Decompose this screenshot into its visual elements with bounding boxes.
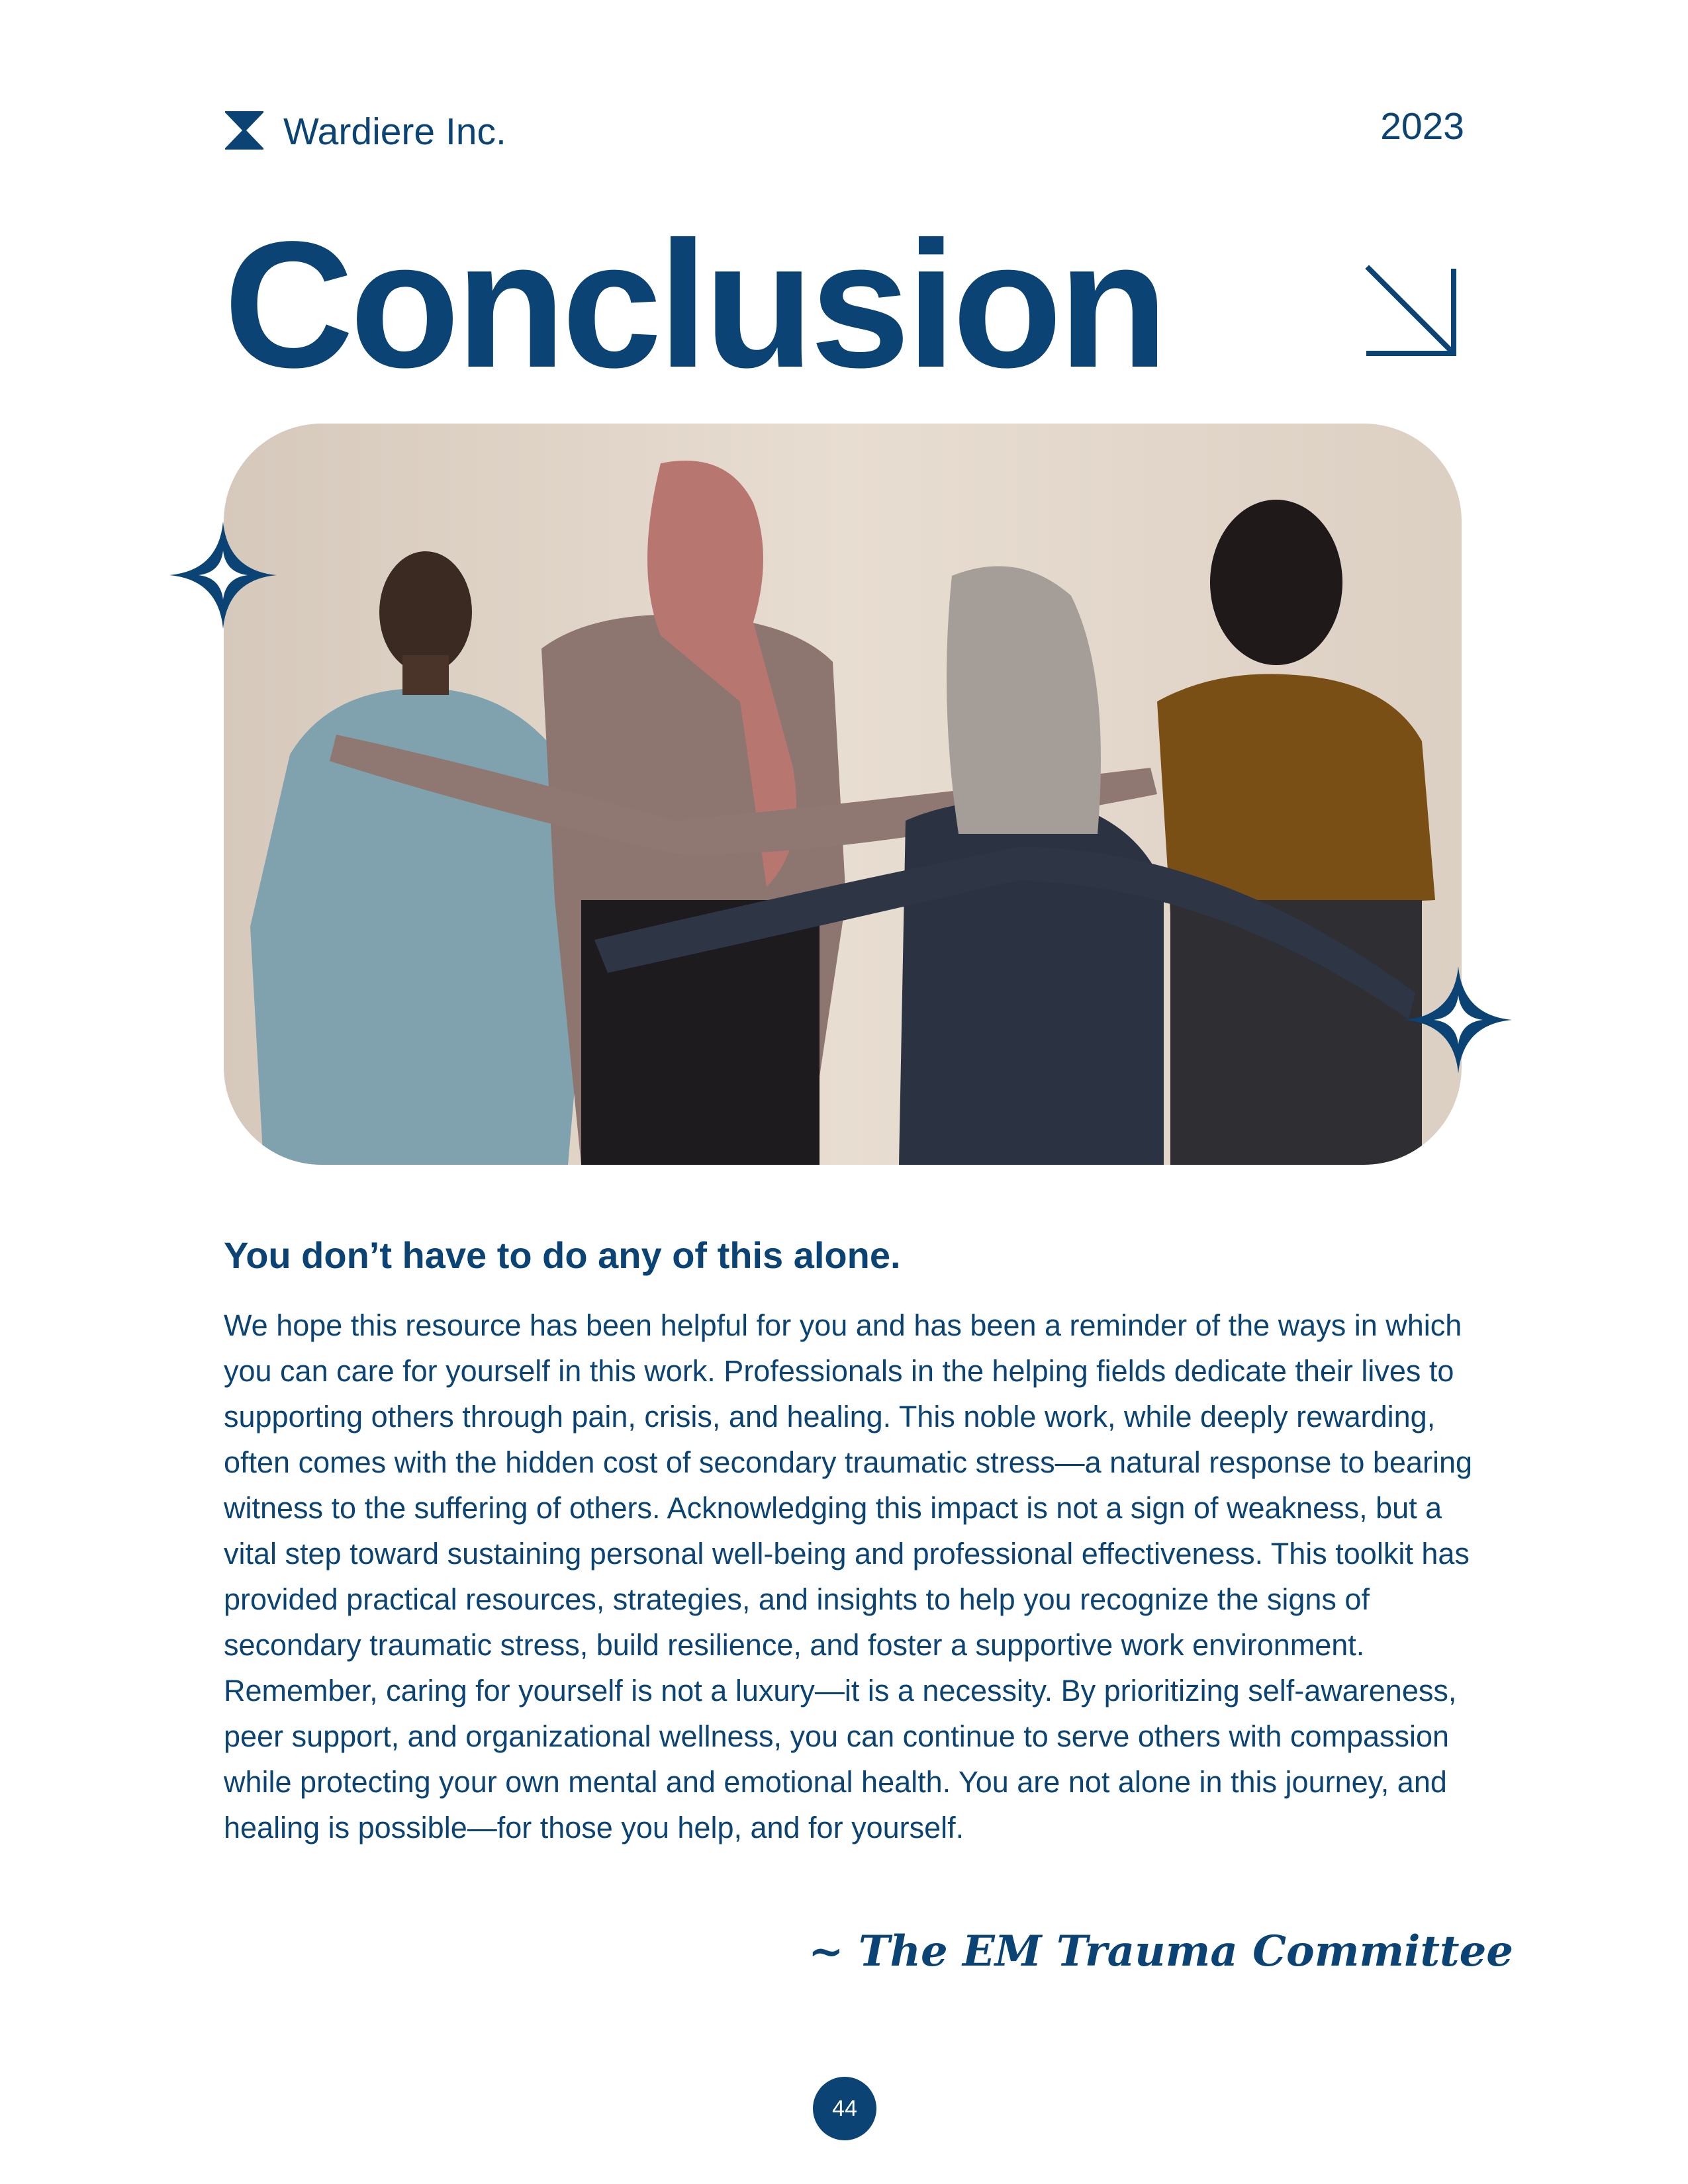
report-year: 2023 [1380, 105, 1464, 148]
section-subheading: You don’t have to do any of this alone. [224, 1234, 901, 1276]
company-name: Wardiere Inc. [283, 111, 506, 153]
page-title: Conclusion [224, 204, 1164, 405]
sparkle-icon [1402, 964, 1515, 1076]
signature: ~ The EM Trauma Committee [808, 1927, 1513, 1976]
sparkle-icon [167, 519, 279, 631]
hourglass-logo-icon [224, 110, 265, 151]
arrow-down-right-icon [1365, 265, 1458, 357]
hero-photo [224, 424, 1462, 1165]
page-number: 44 [813, 2077, 876, 2140]
body-paragraph: We hope this resource has been helpful for you and has been a reminder of the ways in which you can care for yourself in this work. Professionals in the helping fields dedicate their lives to supporting others through pain, crisis, and healing. This noble work, while deeply rewarding, often comes with the hidden cost of secondary traumatic stress—a natural response to bearing witness to the suffering of others. Acknowledging this impact is not a sign of weakness, but a vital step toward sustaining personal well-being and professional effectiveness. This toolkit has provided practical resources, strategies, and insights to help you recognize the signs of secondary traumatic stress, build resilience, and foster a supportive work environment. Remember, caring for yourself is not a luxury—it is a necessity. By prioritizing self-awareness, peer support, and organizational wellness, you can continue to serve others with compassion while protecting your own mental and emotional health. You are not alone in this journey, and healing is possible—for those you help, and for yourself. [224, 1308, 1473, 1844]
